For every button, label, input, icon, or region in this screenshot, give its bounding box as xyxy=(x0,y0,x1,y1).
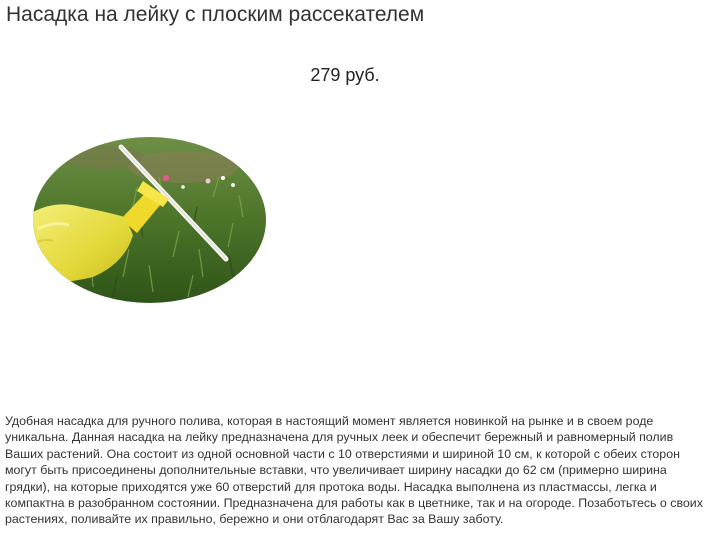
product-image xyxy=(33,137,266,303)
product-title: Насадка на лейку с плоским рассекателем xyxy=(6,3,425,26)
product-price: 279 руб. xyxy=(310,65,380,85)
watering-can-photo-icon xyxy=(33,137,266,303)
product-description: Удобная насадка для ручного полива, которая в настоящий момент является новинкой на рынке и в своем роде уникальна. Данная насадка на лейку предназначена для ручных леек и обеспечит бережный и равномерный полив Ваших растений. Она состоит из одной основной части с 10 отверстиями и шириной 10 см, к которой с обеих сторон могут быть присоединены дополнительные вставки, что увеличивает ширину насадки до 62 см (примерно ширина грядки), на которые приходятся уже 60 отверстий для протока воды. Насадка выполнена из пластмассы, легка и компактна в разобранном состоянии. Предназначена для работы как в цветнике, так и на огороде. Позаботьтесь о своих растениях, поливайте их правильно, бережно и они отблагодарят Вас за Вашу заботу. xyxy=(5,414,703,527)
